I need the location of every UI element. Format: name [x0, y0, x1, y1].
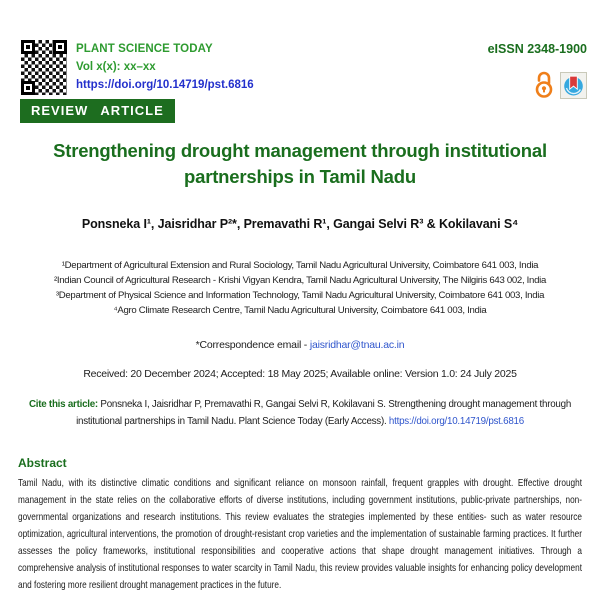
abstract-paragraph: Tamil Nadu, with its distinctive climatic conditions and significant reliance on monsoon rainfall, frequent grapples with drought. Effective drought management in the state relies on the collaborative efforts of diverse institutions, including government institutions, public-private partnerships, non-governmental organizations and research institutions. This review evaluates the strategies implemented by these entities- such as water resource optimization, agricultural interventions, the promotion of drought-resistant crop varieties and the implementation of sustainable farming practices. It further assesses the policy frameworks, institutional responsibilities and cooperative actions that shape drought management initiatives. Through a comprehensive analysis of institutional responses to water scarcity in Tamil Nadu, this review provides valuable insights for enhancing policy development and fostering more resilient drought management practices in the future. — [18, 478, 582, 591]
qr-code — [21, 40, 67, 95]
cite-label: Cite this article: — [28, 399, 101, 410]
header-doi-link[interactable]: https://doi.org/10.14719/pst.6816 — [76, 79, 254, 91]
cite-text: Ponsneka I, Jaisridhar P, Premavathi R, Gangai Selvi R, Kokilavani S. Strengthening drought management through institutional partnerships in Tamil Nadu. Plant Science Today (Early Access). — [76, 399, 572, 427]
correspondence-label: *Correspondence email - — [195, 339, 310, 351]
article-type-badge: REVIEW ARTICLE — [20, 99, 175, 123]
correspondence-line — [18, 339, 582, 351]
header-icons — [533, 70, 587, 104]
article-front-matter — [18, 132, 582, 594]
affiliation-line: ⁴Agro Climate Research Centre, Tamil Nadu Agricultural University, Coimbatore 641 003, India — [113, 305, 487, 316]
eissn-label: eISSN 2348-1900 — [487, 42, 587, 56]
volume-issue: Vol x(x): xx–xx — [76, 61, 156, 73]
qr-finder-icon — [21, 40, 35, 54]
dates-line: Received: 20 December 2024; Accepted: 18 May 2025; Available online: Version 1.0: 24 July 2025 — [83, 368, 517, 380]
citation-block — [18, 397, 582, 430]
correspondence-email-link[interactable]: jaisridhar@tnau.ac.in — [309, 339, 405, 351]
affiliation-line: ³Department of Physical Science and Information Technology, Tamil Nadu Agricultural University, Coimbatore 641 003, India — [55, 290, 545, 301]
open-access-icon — [533, 70, 555, 104]
cite-doi-link[interactable]: https://doi.org/10.14719/pst.6816 — [388, 415, 524, 427]
affiliations-block — [18, 258, 582, 318]
article-title: Strengthening drought management through institutional partnerships in Tamil Nadu — [53, 140, 547, 187]
crossmark-icon[interactable] — [560, 72, 587, 104]
journal-name: PLANT SCIENCE TODAY — [76, 43, 213, 55]
authors-line: Ponsneka I¹, Jaisridhar P²*, Premavathi R¹, Gangai Selvi R³ & Kokilavani S⁴ — [81, 217, 519, 231]
abstract-heading: Abstract — [18, 456, 67, 470]
affiliation-line: ²Indian Council of Agricultural Research - Krishi Vigyan Kendra, Tamil Nadu Agricultural University, The Nilgiris 643 002, India — [53, 275, 546, 286]
journal-masthead — [76, 41, 254, 93]
qr-finder-icon — [53, 40, 67, 54]
qr-finder-icon — [21, 81, 35, 95]
affiliation-line: ¹Department of Agricultural Extension and Rural Sociology, Tamil Nadu Agricultural University, Coimbatore 641 003, India — [61, 260, 539, 271]
